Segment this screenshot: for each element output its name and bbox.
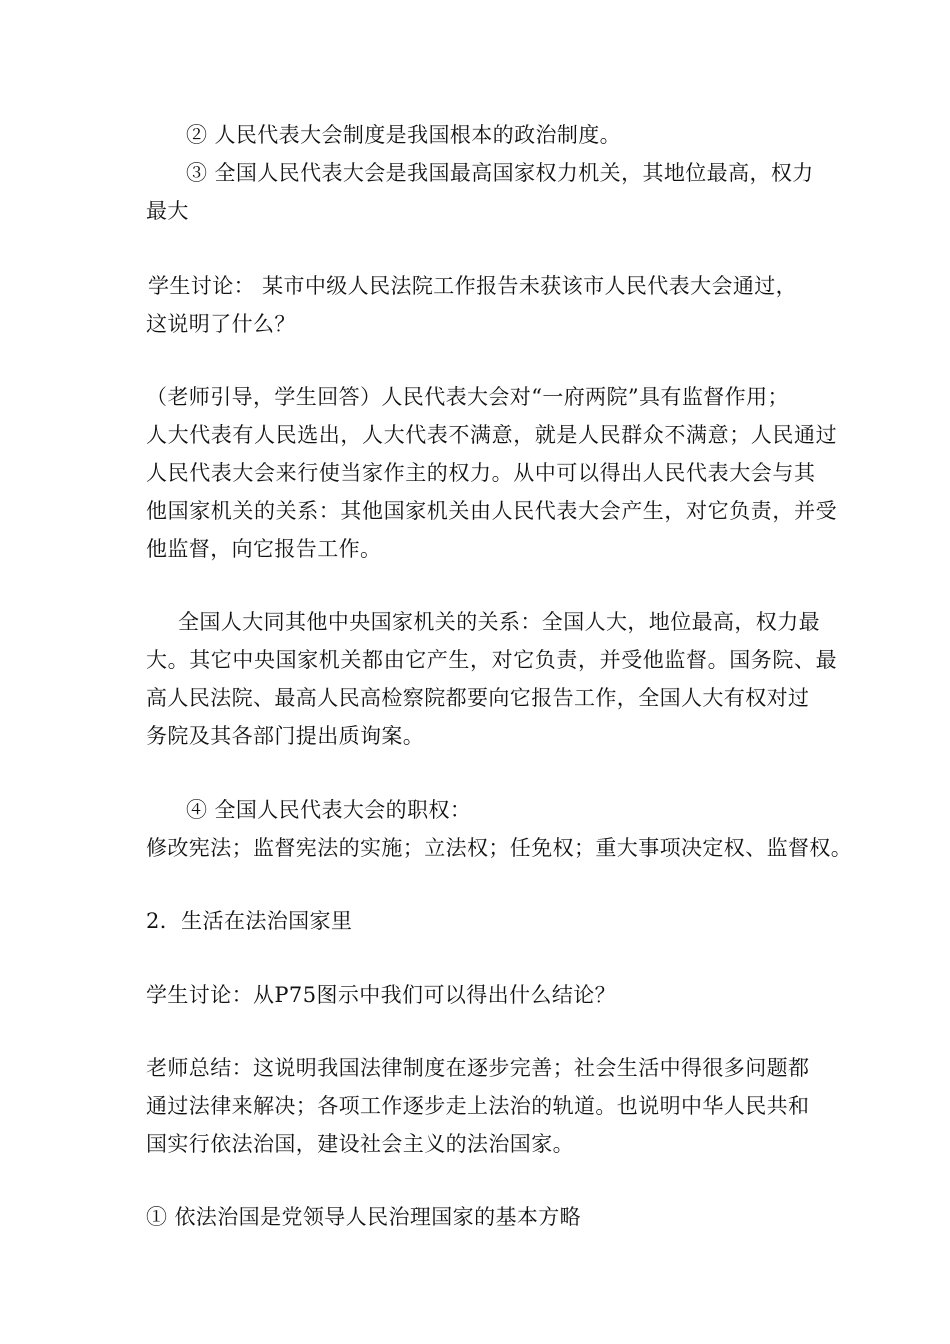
relationship-line-4: 务院及其各部门提出质询案。 — [146, 724, 425, 748]
powers-line: 修改宪法；监督宪法的实施；立法权；任免权；重大事项决定权、监督权。 — [146, 836, 853, 860]
relationship-line-1: 全国人大同其他中央国家机关的关系：全国人大，地位最高，权力最 — [178, 610, 820, 634]
teacher-guide-line-3: 人民代表大会来行使当家作主的权力。从中可以得出人民代表大会与其 — [146, 461, 816, 485]
teacher-guide-line-1: （老师引导，学生回答）人民代表大会对“一府两院”具有监督作用； — [146, 385, 789, 409]
discussion-question-line-1: 学生讨论： 某市中级人民法院工作报告未获该市人民代表大会通过， — [148, 274, 798, 298]
teacher-guide-line-2: 人大代表有人民选出，人大代表不满意，就是人民群众不满意；人民通过 — [146, 423, 838, 447]
point-4-line: ④ 全国人民代表大会的职权： — [186, 798, 472, 822]
discussion-question-line-2: 这说明了什么？ — [146, 312, 296, 336]
teacher-summary-line-1: 老师总结：这说明我国法律制度在逐步完善；社会生活中得很多问题都 — [146, 1056, 810, 1080]
relationship-line-3: 高人民法院、最高人民高检察院都要向它报告工作，全国人大有权对过 — [146, 686, 810, 710]
teacher-guide-line-5: 他监督，向它报告工作。 — [146, 537, 382, 561]
teacher-guide-line-4: 他国家机关的关系：其他国家机关由人民代表大会产生，对它负责，并受 — [146, 499, 838, 523]
point-2-line: ② 人民代表大会制度是我国根本的政治制度。 — [186, 123, 622, 147]
teacher-summary-line-2: 通过法律来解决；各项工作逐步走上法治的轨道。也说明中华人民共和 — [146, 1094, 810, 1118]
point-3-continuation: 最大 — [146, 199, 189, 223]
section-2-heading: 2．生活在法治国家里 — [146, 909, 353, 933]
point-3-line: ③ 全国人民代表大会是我国最高国家权力机关，其地位最高，权力 — [186, 161, 814, 185]
student-discussion-p75: 学生讨论：从P75图示中我们可以得出什么结论？ — [146, 983, 617, 1007]
relationship-line-2: 大。其它中央国家机关都由它产生，对它负责，并受他监督。国务院、最 — [146, 648, 838, 672]
rule-of-law-point-1: ① 依法治国是党领导人民治理国家的基本方略 — [146, 1205, 582, 1229]
teacher-summary-line-3: 国实行依法治国，建设社会主义的法治国家。 — [146, 1132, 574, 1156]
